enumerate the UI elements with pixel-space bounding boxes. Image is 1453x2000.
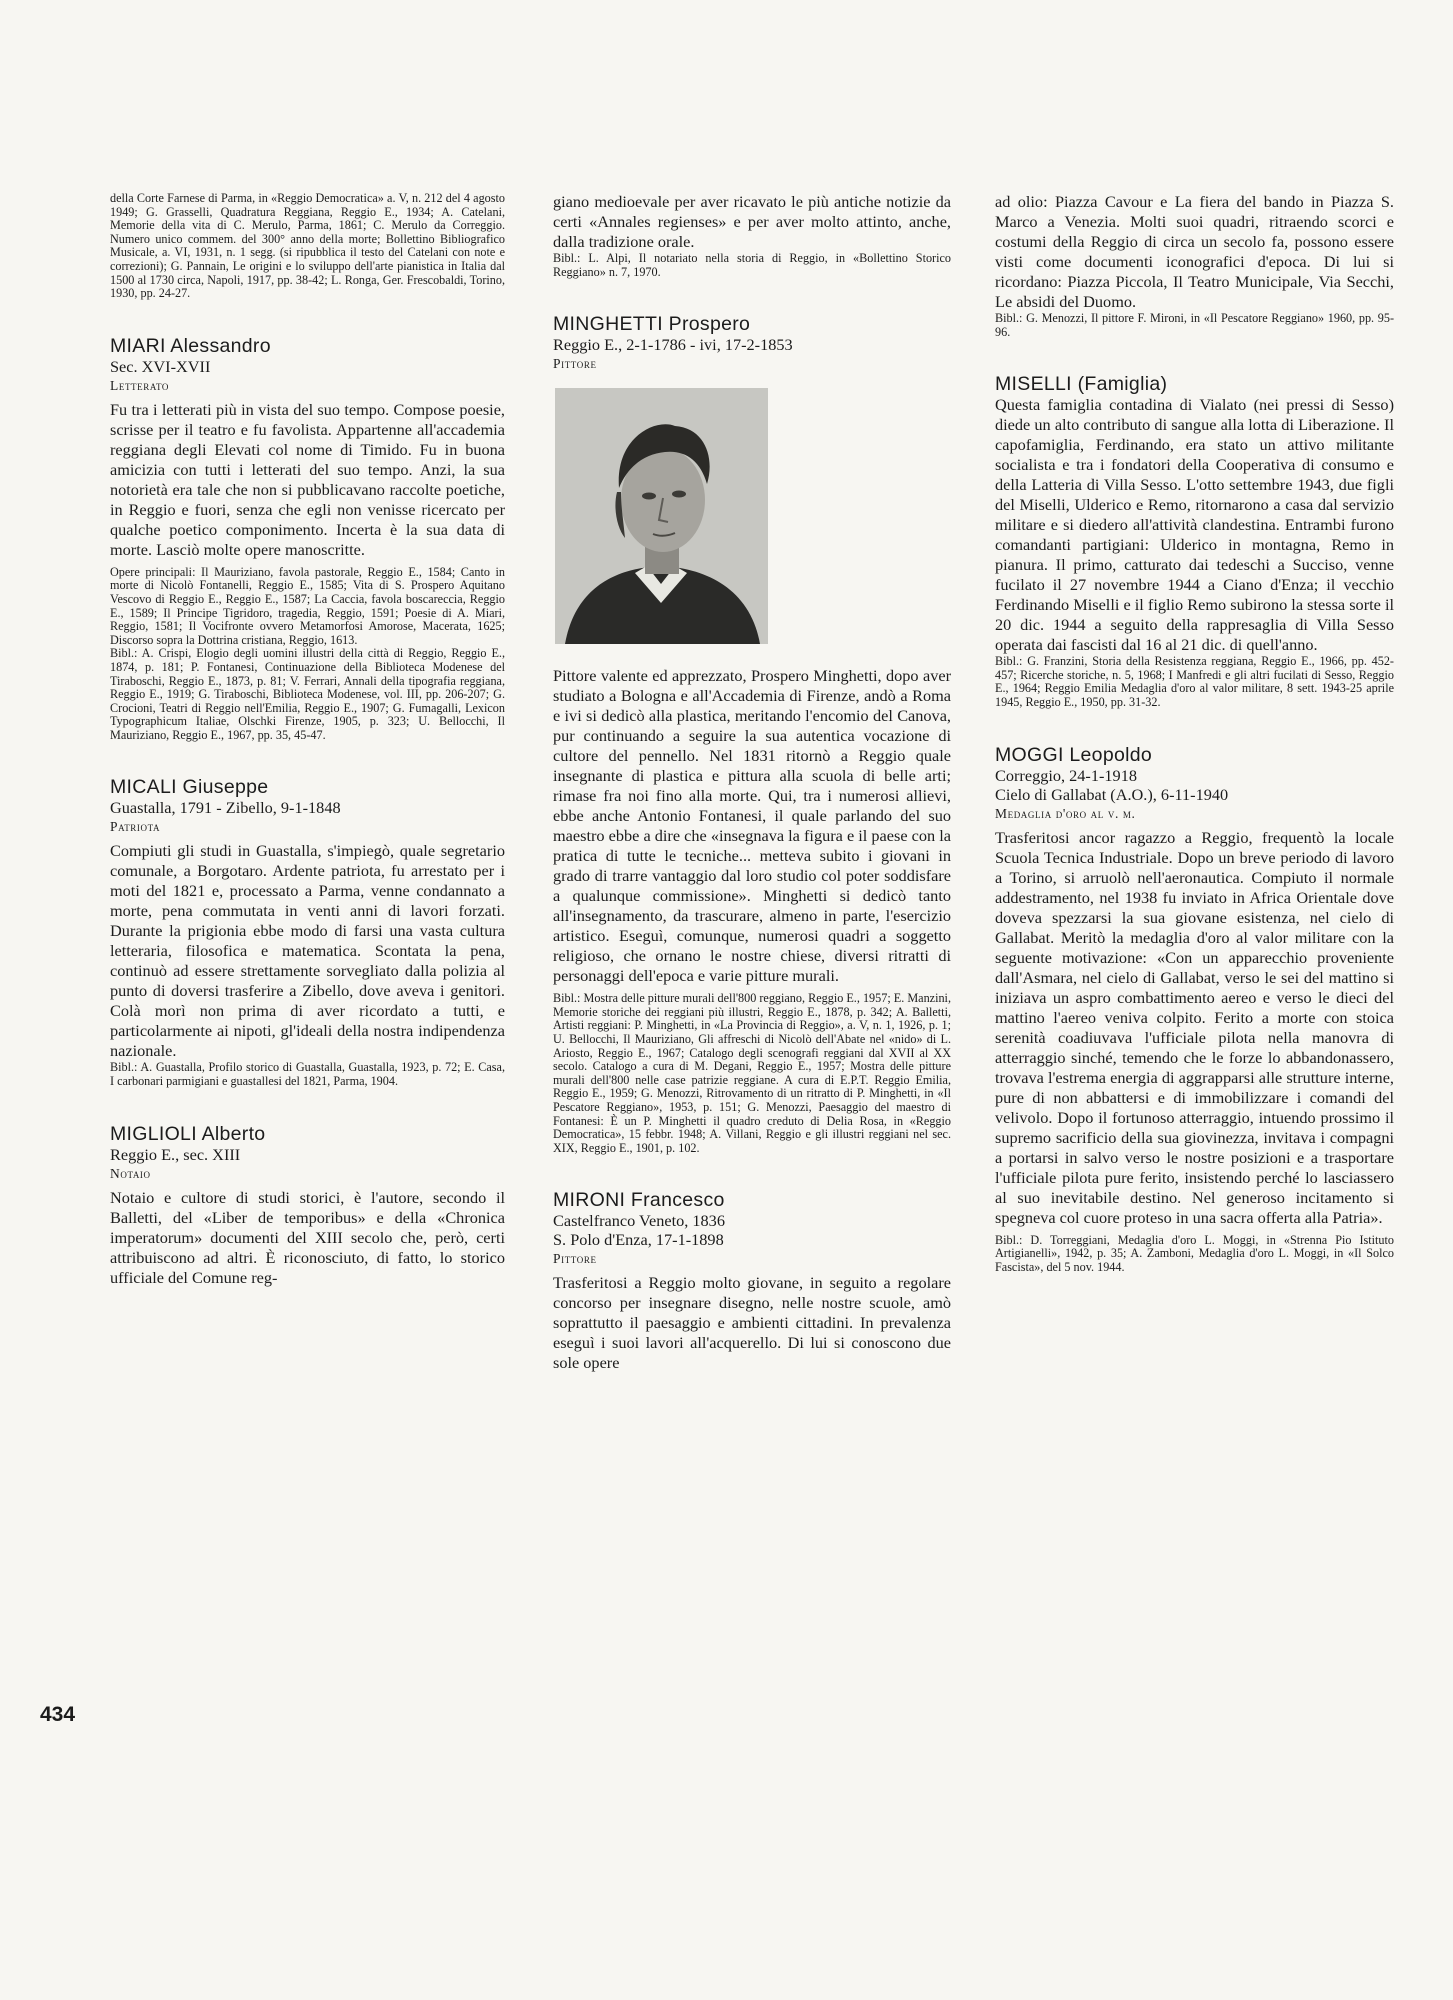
page-number: 434 — [40, 1703, 76, 1726]
entry-bibliography: Bibl.: A. Crispi, Elogio degli uomini illustri della città di Reggio, Reggio E., 1874, p. 181; P. Fontanesi, Continuazione della Biblioteca Modenese del Tiraboschi, Reggio E., 1873, p. 81; V. Ferrari, Annali della tipografia reggiana, Reggio E., 1919; G. Tiraboschi, Biblioteca Modenese, vol. III, pp. 206-207; G. Crocioni, Teatri di Reggio nell'Emilia, Reggio E., 1907; G. Fumagalli, Lexicon Typographicum Italiae, Olschki Firenze, 1905, p. 323; U. Bellocchi, Il Mauriziano, Reggio E., 1967, pp. 35, 45-47. — [110, 646, 505, 742]
entry-role: Medaglia d'oro al v. m. — [995, 805, 1136, 821]
entry-name: MINGHETTI Prospero — [553, 313, 751, 336]
entry-birth: Castelfranco Veneto, 1836 — [553, 1211, 725, 1231]
entry-moggi — [995, 744, 1394, 1275]
column-middle — [553, 192, 951, 1373]
bibliography-carryover: Bibl.: G. Menozzi, Il pittore F. Mironi, in «Il Pescatore Reggiano» 1960, pp. 95-96. — [995, 311, 1394, 339]
entry-body-carryover: giano medioevale per aver ricavato le più antiche notizie da certi «Annales regienses» e per aver molto attinto, anche, dalla tradizione orale. — [553, 192, 951, 251]
entry-body-carryover: ad olio: Piazza Cavour e La fiera del bando in Piazza S. Marco a Venezia. Molti suoi quadri, ritraendo scorci e costumi della Reggio di circa un secolo fa, possono essere visti come documenti iconografici d'epoca. Di lui si ricordano: Piazza Piccola, Il Teatro Municipale, Via Secchi, Le absidi del Duomo. — [995, 192, 1394, 311]
entry-role: Notaio — [110, 1165, 151, 1181]
entry-minghetti — [553, 313, 951, 1155]
bibliography-carryover: Bibl.: L. Alpi, Il notariato nella storia di Reggio, in «Bollettino Storico Reggiano» n. 7, 1970. — [553, 251, 951, 279]
entry-body: Pittore valente ed apprezzato, Prospero Minghetti, dopo aver studiato a Bologna e all'Accademia di Firenze, andò a Roma e ivi si dedicò alla plastica, meritando l'encomio del Canova, pur continuando a seguire la sua autentica vocazione di cultore del pennello. Nel 1831 ritornò a Reggio quale insegnante di plastica e pittura alla scuola di belle arti; rimase fra noi fino alla morte. Qui, tra i numerosi allievi, ebbe anche Antonio Fontanesi, il quale parlando del suo maestro ebbe a dire che «insegnava la figura e il paese con la pratica di tutte le tecniche... metteva subito i giovani in grado di trarre vantaggio dal loro studio col poter soddisfare a qualunque commissione». Minghetti si dedicò tanto all'insegnamento, da trascurare, almeno in parte, l'esercizio artistico. Eseguì, comunque, numerosi quadri a soggetto religioso, che ornano le nostre chiese, diversi ritratti di personaggi dell'epoca e varie pitture murali. — [553, 666, 951, 986]
entry-role: Pittore — [553, 356, 597, 372]
entry-birth: Correggio, 24-1-1918 — [995, 765, 1137, 785]
entry-name: MIRONI Francesco — [553, 1189, 725, 1212]
entry-role: Letterato — [110, 377, 169, 393]
entry-dates: Guastalla, 1791 - Zibello, 9-1-1848 — [110, 798, 341, 818]
column-right — [995, 192, 1394, 1274]
entry-death: S. Polo d'Enza, 17-1-1898 — [553, 1230, 724, 1250]
entry-body: Trasferitosi ancor ragazzo a Reggio, frequentò la locale Scuola Tecnica Industriale. Dopo un breve periodo di lavoro a Torino, si arruolò nell'aeronautica. Compiuto il normale addestramento, nel 1938 fu inviato in Africa Orientale dove doveva spezzarsi la sua giovane esistenza, nel cielo di Gallabat. Meritò la medaglia d'oro al valor militare con la seguente motivazione: «Con un apparecchio proveniente dall'Asmara, nel cielo di Gallabat, verso le sei del mattino si iniziava un aspro combattimento aereo e verso le dieci del mattino l'aereo veniva colpito. Ferito a morte con stoica serenità coadiuvava l'ufficiale pilota nella manovra di atterraggio sinché, temendo che le forze lo abbandonassero, trovava l'estrema energia di aggrapparsi alle strutture interne, pure di non abbattersi e di immobilizzare i comandi del velivolo. Dopo il fortunoso atterraggio, intuendo prossimo il supremo sacrificio della sua giovinezza, invitava i compagni a portarsi in salvo verso le nostre posizioni e a trasportare l'ufficiale pilota pure ferito, insistendo perché lo lasciassero al suo inevitabile destino. Nel generoso incitamento si spegneva col cuore proteso in una sacra offerta alla Patria». — [995, 827, 1394, 1227]
entry-death: Cielo di Gallabat (A.O.), 6-11-1940 — [995, 784, 1229, 804]
entry-miglioli — [110, 1123, 505, 1288]
entry-bibliography: Bibl.: D. Torreggiani, Medaglia d'oro L. Moggi, in «Strenna Pio Istituto Artigianelli», 1942, p. 35; A. Zamboni, Medaglia d'oro L. Moggi, in «Il Solco Fascista», del 5 nov. 1944. — [995, 1232, 1394, 1274]
entry-works: Opere principali: Il Mauriziano, favola pastorale, Reggio E., 1584; Canto in morte di Nicolò Fontanelli, Reggio E., 1585; Vita di S. Prospero Aquitano Vescovo di Reggio E., Reggio E., 1587; La Caccia, favola boscareccia, Reggio E., 1589; Il Principe Tigridoro, tragedia, Reggio, 1591; Poesie di A. Miari, Reggio, 1581; Il Vocifronte ovvero Metamorfosi Amorose, Macerata, 1625; Discorso sopra la Dottrina cristiana, Reggio, 1613. — [110, 564, 505, 647]
entry-body: Compiuti gli studi in Guastalla, s'impiegò, quale segretario comunale, a Borgotaro. Ardente patriota, fu arrestato per i moti del 1821 e, processato a Parma, venne condannato a morte, pena commutata in venti anni di lavori forzati. Durante la prigionia ebbe modo di farsi una vasta cultura letteraria, filosofica e matematica. Scontata la pena, continuò ad essere strettamente sorvegliato dalla polizia al punto di doversi trasferire a Zibello, dove aveva i genitori. Colà morì non prima di aver ricordato a tutti, e particolarmente ai nipoti, gl'ideali della nostra indipendenza nazionale. — [110, 841, 505, 1061]
entry-dates: Sec. XVI-XVII — [110, 356, 211, 376]
entry-dates: Reggio E., sec. XIII — [110, 1144, 241, 1164]
entry-dates: Reggio E., 2-1-1786 - ivi, 17-2-1853 — [553, 335, 793, 355]
portrait-illustration — [555, 388, 768, 644]
entry-name: MIARI Alessandro — [110, 334, 271, 357]
entry-body: Notaio e cultore di studi storici, è l'autore, secondo il Balletti, del «Liber de temporibus» e della «Chronica imperatorum» documenti del XIII secolo che, però, certi attribuiscono ad altri. È riconosciuto, di fatto, lo storico ufficiale del Comune reg- — [110, 1187, 505, 1287]
entry-mironi — [553, 1189, 951, 1373]
entry-miselli — [995, 373, 1394, 709]
entry-body: Questa famiglia contadina di Vialato (nei pressi di Sesso) diede un alto contributo di sangue alla lotta di Liberazione. Il capofamiglia, Ferdinando, era stato un attivo militante socialista e tra i fondatori della Cooperativa di consumo e della Latteria di Villa Sesso. L'otto settembre 1943, due figli del Miselli, Ulderico e Remo, ritornarono a casa dal servizio militare e si diedero all'attività clandestina. Entrambi furono comandanti partigiani: Ulderico in montagna, Remo in pianura. Il primo, catturato dai tedeschi a Succiso, venne fucilato il 27 novembre 1944 a Ciano d'Enza; il vecchio Ferdinando Miselli e il figlio Remo subirono la stessa sorte il 20 dic. 1944 a seguito della rappresaglia di Villa Sesso operata dai fascisti dal 16 al 21 dic. di quell'anno. — [995, 395, 1394, 655]
entry-role: Pittore — [553, 1251, 597, 1267]
entry-name: MOGGI Leopoldo — [995, 743, 1153, 766]
entry-bibliography: Bibl.: G. Franzini, Storia della Resistenza reggiana, Reggio E., 1966, pp. 452-457; Ricerche storiche, n. 5, 1968; I Manfredi e gli altri fucilati di Sesso, Reggio E., 1964; Reggio Emilia Medaglia d'oro al valor militare, 8 sett. 1943-25 aprile 1945, Reggio E., 1950, pp. 31-32. — [995, 654, 1394, 709]
entry-name: MISELLI (Famiglia) — [995, 373, 1168, 396]
entry-bibliography: Bibl.: Mostra delle pitture murali dell'800 reggiano, Reggio E., 1957; E. Manzini, Memorie storiche dei reggiani più illustri, Reggio E., 1878, p. 342; A. Balletti, Artisti reggiani: P. Minghetti, in «La Provincia di Reggio», a. V, n. 1, 1926, p. 1; U. Bellocchi, Il Mauriziano, Gli affreschi di Nicolò dell'Abate nel «nido» di L. Ariosto, Reggio E., 1967; Catalogo degli scenografi reggiani dal XVII al XX secolo. Catalogo a cura di M. Degani, Reggio E., 1957; Mostra delle pitture murali dell'800 nelle case patrizie reggiane. A cura di E.P.T. Reggio Emilia, Reggio E., 1959; G. Menozzi, Ritrovamento di un ritratto di P. Minghetti, in «Il Pescatore Reggiano», 1953, p. 151; G. Menozzi, Paesaggio del maestro di Fontanesi: È un P. Minghetti il quadro creduto di Delia Rosa, in «Reggio Democratica», 15 febbr. 1948; A. Villani, Reggio e gli illustri reggiani nel sec. XIX, Reggio E., 1901, p. 102. — [553, 991, 951, 1155]
column-left — [110, 192, 505, 1288]
entry-micali — [110, 776, 505, 1088]
entry-bibliography: Bibl.: A. Guastalla, Profilo storico di Guastalla, Guastalla, 1923, p. 72; E. Casa, I carbonari parmigiani e guastallesi del 1821, Parma, 1904. — [110, 1060, 505, 1089]
portrait-image — [555, 388, 768, 644]
entry-role: Patriota — [110, 819, 161, 835]
entry-miari — [110, 335, 505, 743]
entry-name: MICALI Giuseppe — [110, 776, 269, 799]
bibliography-carryover: della Corte Farnese di Parma, in «Reggio Democratica» a. V, n. 212 del 4 agosto 1949; G. Grasselli, Quadratura Reggiana, Reggio E., 1934; A. Catelani, Memorie della vita di C. Merulo, Parma, 1861; C. Merulo da Correggio. Numero unico commem. del 300° anno della morte; Bollettino Bibliografico Musicale, a. VI, 1931, n. 1 segg. (si ripubblica il testo del Catelani con note e correzioni); G. Pannain, Le origini e lo sviluppo dell'arte pianistica in Italia dal 1500 al 1730 circa, Napoli, 1917, pp. 38-42; L. Ronga, Ger. Frescobaldi, Torino, 1930, pp. 24-27. — [110, 191, 505, 301]
entry-name: MIGLIOLI Alberto — [110, 1122, 266, 1145]
entry-body: Fu tra i letterati più in vista del suo tempo. Compose poesie, scrisse per il teatro e fu favolista. Appartenne all'accademia reggiana degli Elevati col nome di Timido. Fu in buona amicizia con tutti i letterati del suo tempo. Anzi, la sua notorietà era tale che non si pubblicavano raccolte poetiche, in Reggio e fuori, senza che egli non venisse ricercato per qualche poetico componimento. Incerta è la sua data di morte. Lasciò molte opere manoscritte. — [110, 399, 505, 559]
entry-body: Trasferitosi a Reggio molto giovane, in seguito a regolare concorso per insegnare disegno, nelle nostre scuole, amò soprattutto il paesaggio e ambienti cittadini. In prevalenza eseguì i suoi lavori all'acquerello. Di lui si conoscono due sole opere — [553, 1273, 951, 1373]
